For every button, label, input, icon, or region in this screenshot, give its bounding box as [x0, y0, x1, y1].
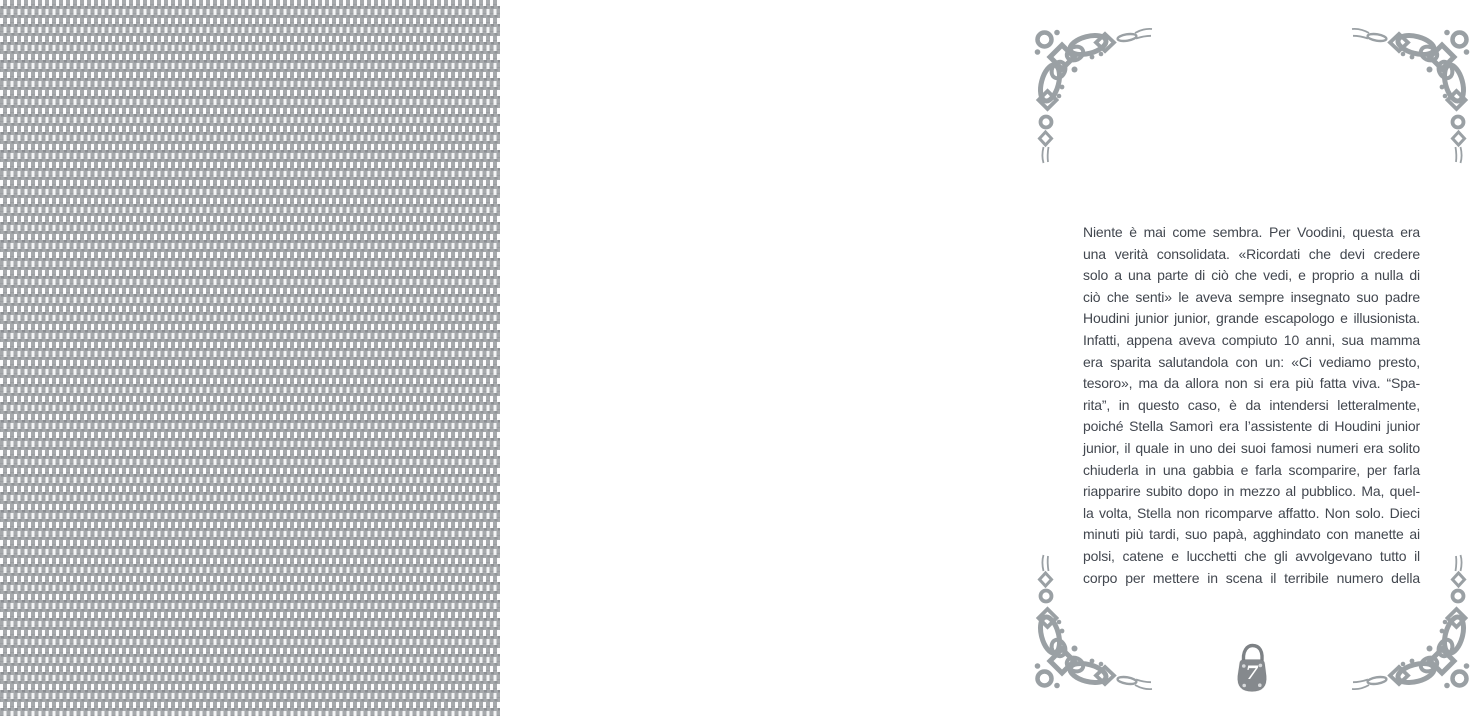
- text-line: Infatti, appena aveva compiuto 10 anni, sua mamma: [1083, 331, 1420, 348]
- text-line: tesoro», ma da allora non si era più fatta viva. “Spa-: [1083, 375, 1420, 392]
- text-line: polsi, catene e lucchetti che gli avvolgevano tutto il: [1083, 547, 1420, 564]
- text-line: Houdini junior junior, grande escapologo e illusionista.: [1083, 310, 1420, 327]
- corner-ornament-top-left-icon: [1031, 26, 1156, 164]
- right-page: [500, 0, 1420, 716]
- text-line: corpo per mettere in scena il terribile numero della: [1083, 569, 1420, 586]
- text-line: la volta, Stella non ricomparve affatto. Non solo. Dieci: [1083, 504, 1420, 521]
- text-line: ciò che senti» le aveva sempre insegnato suo padre: [1083, 288, 1420, 305]
- text-line: rita”, in questo caso, è da intendersi letteralmente,: [1083, 396, 1420, 413]
- text-line: Niente è mai come sembra. Per Voodini, questa era: [1083, 224, 1420, 240]
- text-line: poiché Stella Samorì era l’assistente di Houdini junior: [1083, 418, 1420, 435]
- text-line: riapparire subito dopo in mezzo al pubblico. Ma, quel-: [1083, 483, 1420, 500]
- corner-ornament-top-right-icon: [1348, 26, 1473, 164]
- text-paragraph: [1083, 222, 1420, 589]
- page-number: 7: [1245, 662, 1259, 684]
- left-cover-texture: [0, 0, 500, 716]
- text-line: era sparita salutandola con un: «Ci vediamo presto,: [1083, 353, 1420, 370]
- text-line: chiuderla in una gabbia e farla scomparire, per farla: [1083, 461, 1420, 478]
- text-line: una verità consolidata. «Ricordati che devi credere: [1083, 245, 1420, 262]
- text-line: junior, il quale in uno dei suoi famosi numeri era solito: [1083, 439, 1420, 456]
- text-line: minuti più tardi, suo papà, agghindato con manette ai: [1083, 526, 1420, 543]
- text-line: solo a una parte di ciò che vedi, e proprio a nulla di: [1083, 267, 1420, 284]
